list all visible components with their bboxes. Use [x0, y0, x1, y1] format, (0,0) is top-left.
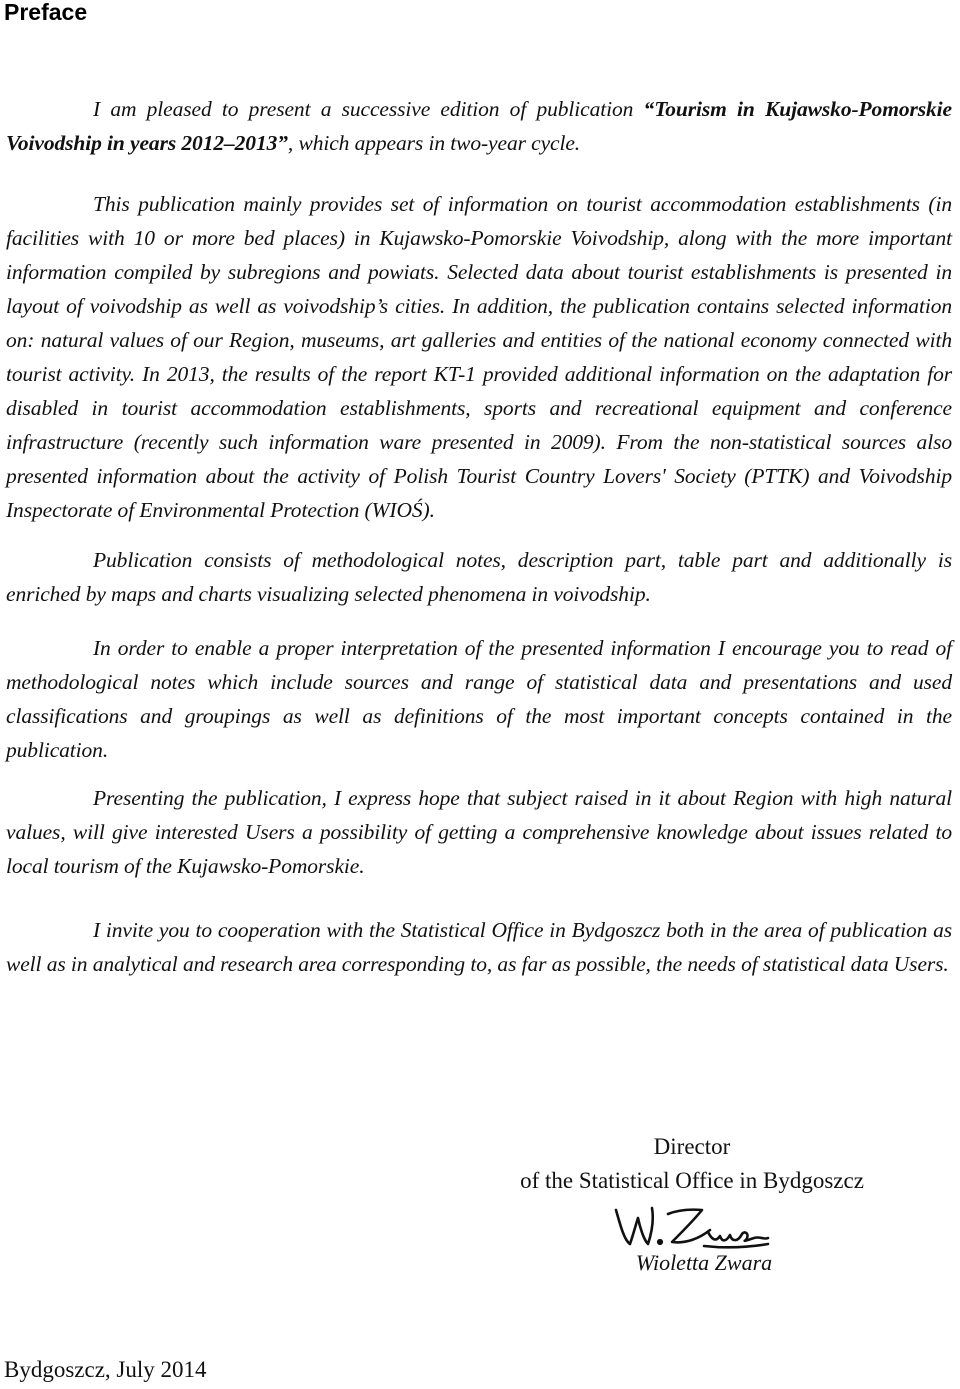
page-title: Preface	[4, 0, 88, 25]
signatory-role: Director	[653, 1134, 731, 1159]
paragraph-intro	[6, 92, 952, 160]
signature-block	[500, 1130, 884, 1278]
intro-tail: , which appears in two-year cycle.	[287, 131, 581, 155]
paragraph-interpretation: In order to enable a proper interpretation of the presented information I encourage you to read of methodological notes which include sources and range of statistical data and presentations and used classifications and groupings as well as definitions of the most important concepts contained in the publication.	[6, 636, 952, 762]
paragraph-structure: Publication consists of methodological notes, description part, table part and additionally is enriched by maps and charts visualizing selected phenomena in voivodship.	[6, 548, 952, 606]
place-and-date: Bydgoszcz, July 2014	[4, 1357, 207, 1382]
paragraph-invitation: I invite you to cooperation with the Statistical Office in Bydgoszcz both in the area of publication as well as in analytical and research area corresponding to, as far as possible, the needs of statistical data Users.	[6, 918, 952, 976]
signatory-name: Wioletta Zwara	[635, 1250, 773, 1275]
paragraph-scope: This publication mainly provides set of information on tourist accommodation establishments (in facilities with 10 or more bed places) in Kujawsko-Pomorskie Voivodship, along with the more important information compiled by subregions and powiats. Selected data about tourist establishments is presented in layout of voivodship as well as voivodship’s cities. In addition, the publication contains selected information on: natural values of our Region, museums, art galleries and entities of the national economy connected with tourist activity. In 2013, the results of the report KT-1 provided additional information on the adaptation for disabled in tourist accommodation establishments, sports and recreational equipment and conference infrastructure (recently such information ware presented in 2009). From the non-statistical sources also presented information about the activity of Polish Tourist Country Lovers' Society (PTTK) and Voivodship Inspectorate of Environmental Protection (WIOŚ).	[6, 192, 952, 522]
handwritten-signature	[612, 1202, 772, 1250]
publication-title: “Tourism in Kujawsko-Pomorskie Voivodship in years 2012–2013”	[6, 97, 952, 155]
signatory-office: of the Statistical Office in Bydgoszcz	[520, 1168, 864, 1193]
intro-text: I am pleased to present a successive edition of publication	[93, 97, 644, 121]
paragraph-hope: Presenting the publication, I express hope that subject raised in it about Region with high natural values, will give interested Users a possibility of getting a comprehensive knowledge about issues related to local tourism of the Kujawsko-Pomorskie.	[6, 786, 952, 878]
preface-body	[6, 92, 952, 981]
